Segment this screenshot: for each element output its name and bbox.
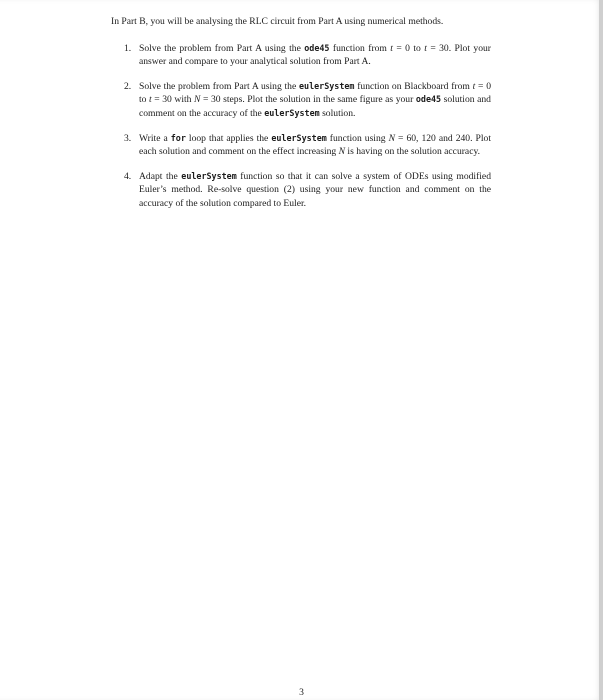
task-text: = 60, 120 and 240. Plot each solution and comment on the effect increasing [139,132,491,158]
math-n: N [194,94,201,106]
code-eulersystem: eulerSystem [271,132,327,143]
page-content [111,15,491,222]
task-text: is having on the solution accuracy. [345,146,481,158]
task-text: function from [329,42,391,54]
intro-paragraph: In Part B, you will be analysing the RLC circuit from Part A using numerical methods. [111,16,444,27]
task-text: function so that it can solve a system of ODEs using modified Euler’s method. Re-solve question (2) using your new function and comment on the accuracy of the solution compared to Euler. [139,170,491,209]
task-text: Solve the problem from Part A using the [139,42,305,54]
math-t: t [390,42,393,54]
task-text: Adapt the [139,170,182,182]
task-text: solution and comment on the accuracy of the [139,94,491,119]
task-number: 3. [124,132,132,144]
task-text: loop that applies the [185,132,272,144]
task-text: = 30. Plot your answer and compare to your analytical solution from Part A. [139,42,491,68]
math-t: t [424,42,427,54]
task-text: Solve the problem from Part A using the [139,80,299,92]
task-text: function on Blackboard from [354,80,473,92]
task-item-1 [111,42,491,69]
task-item-3 [111,132,491,159]
page-number: 3 [299,687,304,698]
math-n: N [388,132,395,144]
task-number: 4. [124,170,132,182]
task-text: = 0 to [139,80,491,106]
task-item-2 [111,80,491,121]
page-edge-shadow [599,0,603,700]
math-n: N [338,146,346,158]
task-text: = 0 to [392,42,425,54]
task-text: = 30 steps. Plot the solution in the same figure as your [200,94,416,106]
code-eulersystem: eulerSystem [264,107,320,118]
task-text: Write a [139,132,171,144]
code-eulersystem: eulerSystem [181,170,237,181]
task-text: function using [326,132,389,144]
task-text: solution. [319,107,356,119]
math-t: t [472,80,476,92]
code-for: for [170,132,186,143]
task-list [111,42,491,211]
task-text: = 30 with [151,94,195,106]
task-number: 2. [124,80,132,92]
code-ode45: ode45 [304,42,330,53]
code-eulersystem: eulerSystem [298,80,355,91]
math-t: t [149,94,152,106]
task-item-4 [111,170,491,211]
task-number: 1. [124,42,132,54]
code-ode45: ode45 [415,94,442,105]
